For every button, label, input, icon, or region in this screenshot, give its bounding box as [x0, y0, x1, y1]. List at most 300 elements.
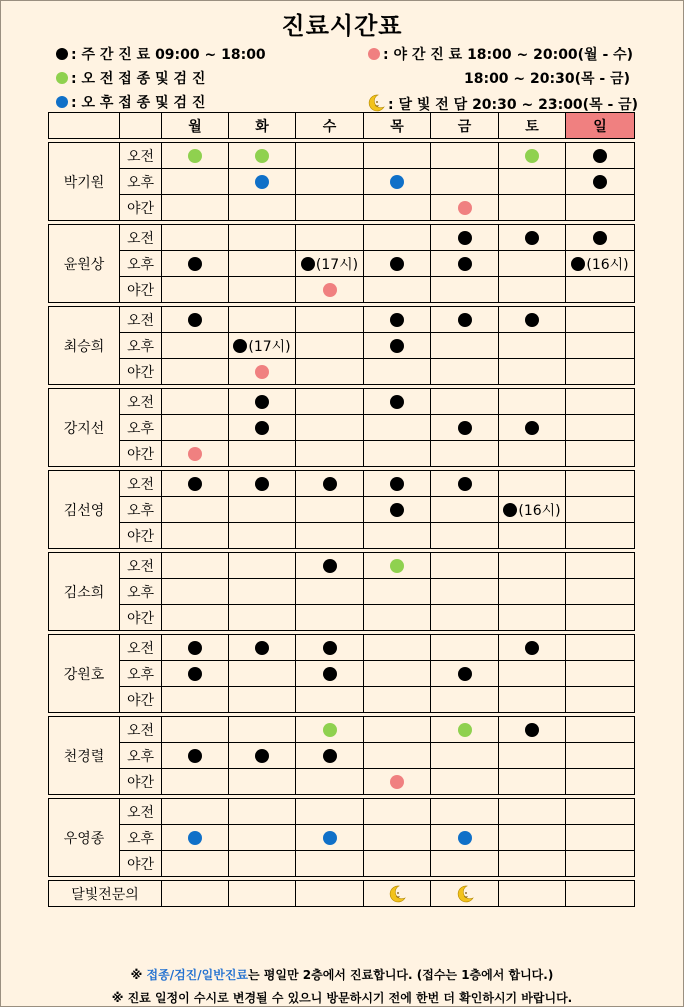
black-dot-icon [525, 641, 539, 655]
cell-thu-pm [364, 743, 431, 769]
black-dot-icon [571, 257, 585, 271]
cell-tue-night [229, 359, 296, 385]
cell-fri-am [431, 225, 499, 251]
cell-sun-pm [566, 579, 635, 605]
schedule-row [49, 359, 635, 385]
slot-label-am: 오전 [120, 717, 162, 743]
doctor-name: 박기원 [49, 143, 120, 221]
cell-thu-night [364, 359, 431, 385]
slot-label-pm: 오후 [120, 415, 162, 441]
cell-thu-am [364, 471, 431, 497]
schedule-row [49, 825, 635, 851]
blue-dot-icon [390, 175, 404, 189]
cell-thu-night [364, 277, 431, 303]
cell-sun-am [566, 635, 635, 661]
cell-sat-pm [499, 497, 566, 523]
cell-mon-am [162, 471, 229, 497]
cell-wed-am [296, 799, 364, 825]
schedule-row [49, 717, 635, 743]
cell-tue-am [229, 471, 296, 497]
cell-thu-am [364, 143, 431, 169]
moon-icon [387, 886, 407, 902]
cell-wed-pm [296, 743, 364, 769]
schedule-row [49, 553, 635, 579]
cell-sat-night [499, 195, 566, 221]
black-dot-icon [525, 421, 539, 435]
legend-am: : 오 전 접 종 및 검 진 [56, 70, 205, 88]
cell-thu-am [364, 307, 431, 333]
black-dot-icon [525, 313, 539, 327]
cell-sat-pm [499, 743, 566, 769]
day-header-fri: 금 [431, 113, 499, 139]
cell-tue-am [229, 389, 296, 415]
schedule-table [48, 112, 635, 907]
cell-sat-night [499, 523, 566, 549]
cell-fri-am [431, 471, 499, 497]
cell-sat-night [499, 441, 566, 467]
black-dot-icon [458, 667, 472, 681]
schedule-row [49, 277, 635, 303]
schedule-row [49, 605, 635, 631]
schedule-row [49, 389, 635, 415]
cell-wed-am [296, 553, 364, 579]
cell-sat-pm [499, 333, 566, 359]
cell-sun-night [566, 605, 635, 631]
schedule-row [49, 497, 635, 523]
black-dot-icon [233, 339, 247, 353]
cell-mon-am [162, 307, 229, 333]
cell-thu-am [364, 799, 431, 825]
black-dot-icon [255, 749, 269, 763]
cell-fri-night [431, 687, 499, 713]
cell-thu-night [364, 687, 431, 713]
cell-mon-pm [162, 415, 229, 441]
moon-cell-sat [499, 881, 566, 907]
black-dot-icon [188, 749, 202, 763]
cell-wed-pm [296, 579, 364, 605]
black-dot-icon [458, 257, 472, 271]
schedule-row [49, 687, 635, 713]
cell-fri-night [431, 605, 499, 631]
header-blank-slot [120, 113, 162, 139]
cell-sun-night [566, 687, 635, 713]
black-dot-icon [323, 667, 337, 681]
pink-dot-icon [368, 48, 380, 60]
cell-sat-am [499, 143, 566, 169]
cell-thu-night [364, 769, 431, 795]
cell-sun-am [566, 389, 635, 415]
cell-sun-night [566, 195, 635, 221]
cell-sun-am [566, 471, 635, 497]
black-dot-icon [255, 395, 269, 409]
legend-pm: : 오 후 접 종 및 검 진 [56, 94, 205, 112]
doctor-name: 김선영 [49, 471, 120, 549]
blue-dot-icon [255, 175, 269, 189]
cell-fri-pm [431, 579, 499, 605]
cell-fri-night [431, 523, 499, 549]
black-dot-icon [525, 723, 539, 737]
cell-sun-pm [566, 169, 635, 195]
time-note: (16시) [586, 256, 629, 273]
cell-sat-am [499, 307, 566, 333]
cell-sat-am [499, 635, 566, 661]
slot-label-am: 오전 [120, 389, 162, 415]
cell-fri-pm [431, 743, 499, 769]
doctor-name: 강지선 [49, 389, 120, 467]
cell-mon-am [162, 553, 229, 579]
slot-label-am: 오전 [120, 799, 162, 825]
slot-label-night: 야간 [120, 523, 162, 549]
cell-fri-pm [431, 661, 499, 687]
pink-dot-icon [390, 775, 404, 789]
green-dot-icon [390, 559, 404, 573]
cell-tue-am [229, 553, 296, 579]
slot-label-pm: 오후 [120, 333, 162, 359]
cell-sat-pm [499, 251, 566, 277]
schedule-row [49, 225, 635, 251]
slot-label-pm: 오후 [120, 661, 162, 687]
cell-tue-night [229, 769, 296, 795]
cell-tue-night [229, 195, 296, 221]
black-dot-icon [301, 257, 315, 271]
blue-dot-icon [56, 96, 68, 108]
cell-mon-am [162, 799, 229, 825]
cell-wed-pm [296, 333, 364, 359]
black-dot-icon [390, 339, 404, 353]
schedule-row [49, 523, 635, 549]
time-note: (17시) [248, 338, 291, 355]
cell-tue-night [229, 605, 296, 631]
cell-sat-am [499, 717, 566, 743]
cell-thu-pm [364, 579, 431, 605]
cell-mon-night [162, 851, 229, 877]
cell-sun-pm [566, 251, 635, 277]
doctor-name: 김소희 [49, 553, 120, 631]
moon-doctor-row [49, 881, 635, 907]
cell-wed-pm [296, 825, 364, 851]
pink-dot-icon [323, 283, 337, 297]
moon-cell-sun [566, 881, 635, 907]
day-header-thu: 목 [364, 113, 431, 139]
doctor-name: 강원호 [49, 635, 120, 713]
cell-sun-pm [566, 497, 635, 523]
black-dot-icon [458, 231, 472, 245]
cell-sun-night [566, 277, 635, 303]
black-dot-icon [390, 503, 404, 517]
cell-thu-am [364, 553, 431, 579]
cell-thu-pm [364, 661, 431, 687]
cell-thu-pm [364, 251, 431, 277]
moon-cell-mon [162, 881, 229, 907]
green-dot-icon [458, 723, 472, 737]
black-dot-icon [188, 257, 202, 271]
cell-sat-pm [499, 169, 566, 195]
day-header-row [49, 113, 635, 139]
cell-mon-night [162, 605, 229, 631]
cell-wed-am [296, 225, 364, 251]
schedule-row [49, 143, 635, 169]
black-dot-icon [323, 559, 337, 573]
cell-wed-pm [296, 661, 364, 687]
cell-sat-night [499, 359, 566, 385]
black-dot-icon [390, 395, 404, 409]
schedule-row [49, 415, 635, 441]
cell-thu-am [364, 389, 431, 415]
pink-dot-icon [188, 447, 202, 461]
slot-label-am: 오전 [120, 635, 162, 661]
schedule-row [49, 743, 635, 769]
cell-sun-am [566, 799, 635, 825]
slot-label-night: 야간 [120, 687, 162, 713]
blue-dot-icon [458, 831, 472, 845]
cell-tue-pm [229, 743, 296, 769]
cell-tue-am [229, 635, 296, 661]
day-header-tue: 화 [229, 113, 296, 139]
cell-tue-night [229, 277, 296, 303]
blue-dot-icon [188, 831, 202, 845]
schedule-row [49, 769, 635, 795]
cell-sun-pm [566, 743, 635, 769]
cell-fri-night [431, 277, 499, 303]
green-dot-icon [56, 72, 68, 84]
cell-thu-night [364, 851, 431, 877]
cell-sat-night [499, 605, 566, 631]
footer-note-2: ※ 진료 일정이 수시로 변경될 수 있으니 방문하시기 전에 한번 더 확인하시기 바랍니다. [111, 991, 573, 1005]
cell-tue-pm [229, 579, 296, 605]
page-title: 진료시간표 [281, 12, 403, 40]
cell-sat-am [499, 225, 566, 251]
cell-tue-am [229, 143, 296, 169]
black-dot-icon [458, 313, 472, 327]
cell-mon-pm [162, 825, 229, 851]
cell-fri-night [431, 195, 499, 221]
cell-tue-pm [229, 333, 296, 359]
black-dot-icon [593, 175, 607, 189]
cell-wed-night [296, 441, 364, 467]
cell-thu-pm [364, 825, 431, 851]
cell-wed-night [296, 687, 364, 713]
cell-sun-pm [566, 825, 635, 851]
cell-sun-pm [566, 661, 635, 687]
cell-mon-am [162, 143, 229, 169]
black-dot-icon [188, 641, 202, 655]
cell-tue-night [229, 851, 296, 877]
doctor-name: 우영종 [49, 799, 120, 877]
legend-day: : 주 간 진 료 09:00 ~ 18:00 [56, 46, 266, 64]
black-dot-icon [323, 749, 337, 763]
cell-mon-night [162, 687, 229, 713]
moon-cell-wed [296, 881, 364, 907]
cell-sat-am [499, 553, 566, 579]
cell-mon-pm [162, 251, 229, 277]
cell-fri-am [431, 143, 499, 169]
pink-dot-icon [255, 365, 269, 379]
schedule-row [49, 195, 635, 221]
cell-tue-pm [229, 251, 296, 277]
black-dot-icon [255, 421, 269, 435]
cell-sun-pm [566, 415, 635, 441]
cell-tue-am [229, 799, 296, 825]
cell-sun-am [566, 307, 635, 333]
cell-wed-night [296, 359, 364, 385]
cell-sun-night [566, 441, 635, 467]
slot-label-night: 야간 [120, 605, 162, 631]
cell-sun-night [566, 851, 635, 877]
cell-mon-am [162, 389, 229, 415]
cell-fri-am [431, 389, 499, 415]
cell-tue-am [229, 307, 296, 333]
legend-night: : 야 간 진 료 18:00 ~ 20:00(월 - 수) [368, 46, 633, 64]
cell-fri-am [431, 307, 499, 333]
cell-wed-am [296, 471, 364, 497]
cell-fri-am [431, 717, 499, 743]
cell-fri-am [431, 799, 499, 825]
cell-thu-pm [364, 169, 431, 195]
black-dot-icon [390, 257, 404, 271]
cell-sun-am [566, 717, 635, 743]
cell-mon-night [162, 523, 229, 549]
cell-wed-pm [296, 415, 364, 441]
doctor-name: 윤원상 [49, 225, 120, 303]
cell-sun-night [566, 769, 635, 795]
day-header-mon: 월 [162, 113, 229, 139]
slot-label-am: 오전 [120, 553, 162, 579]
schedule-row [49, 169, 635, 195]
cell-thu-night [364, 441, 431, 467]
cell-tue-pm [229, 825, 296, 851]
blue-dot-icon [323, 831, 337, 845]
cell-mon-pm [162, 579, 229, 605]
black-dot-icon [255, 477, 269, 491]
cell-mon-pm [162, 661, 229, 687]
black-dot-icon [188, 477, 202, 491]
time-note: (16시) [518, 502, 561, 519]
cell-fri-pm [431, 333, 499, 359]
cell-fri-am [431, 553, 499, 579]
header-blank [49, 113, 120, 139]
slot-label-pm: 오후 [120, 251, 162, 277]
moon-cell-fri [431, 881, 499, 907]
cell-tue-night [229, 687, 296, 713]
cell-wed-pm [296, 251, 364, 277]
cell-fri-night [431, 769, 499, 795]
schedule-row [49, 799, 635, 825]
cell-thu-night [364, 523, 431, 549]
cell-fri-night [431, 851, 499, 877]
cell-sun-am [566, 553, 635, 579]
slot-label-night: 야간 [120, 851, 162, 877]
day-header-sat: 토 [499, 113, 566, 139]
schedule-row [49, 471, 635, 497]
cell-mon-am [162, 635, 229, 661]
cell-wed-night [296, 851, 364, 877]
black-dot-icon [188, 667, 202, 681]
day-header-sun: 일 [566, 113, 635, 139]
cell-sun-night [566, 359, 635, 385]
cell-wed-am [296, 143, 364, 169]
cell-thu-am [364, 717, 431, 743]
cell-thu-pm [364, 415, 431, 441]
cell-fri-pm [431, 497, 499, 523]
cell-mon-night [162, 195, 229, 221]
slot-label-pm: 오후 [120, 169, 162, 195]
cell-sat-pm [499, 661, 566, 687]
cell-wed-am [296, 717, 364, 743]
moon-cell-tue [229, 881, 296, 907]
moon-icon [455, 886, 475, 902]
cell-sat-am [499, 389, 566, 415]
cell-wed-night [296, 769, 364, 795]
cell-wed-am [296, 389, 364, 415]
cell-thu-night [364, 195, 431, 221]
cell-sat-pm [499, 825, 566, 851]
cell-sat-am [499, 799, 566, 825]
schedule-row [49, 579, 635, 605]
cell-thu-am [364, 635, 431, 661]
black-dot-icon [323, 641, 337, 655]
cell-sat-night [499, 769, 566, 795]
schedule-row [49, 307, 635, 333]
cell-tue-am [229, 225, 296, 251]
time-note: (17시) [315, 256, 359, 273]
black-dot-icon [458, 421, 472, 435]
black-dot-icon [390, 313, 404, 327]
black-dot-icon [525, 231, 539, 245]
schedule-row [49, 333, 635, 359]
legend-night2: 18:00 ~ 20:30(목 - 금) [463, 71, 630, 87]
doctor-name: 최승희 [49, 307, 120, 385]
cell-fri-pm [431, 251, 499, 277]
black-dot-icon [593, 149, 607, 163]
cell-sat-night [499, 277, 566, 303]
green-dot-icon [188, 149, 202, 163]
cell-tue-am [229, 717, 296, 743]
cell-mon-am [162, 225, 229, 251]
black-dot-icon [56, 48, 68, 60]
cell-sat-night [499, 687, 566, 713]
green-dot-icon [323, 723, 337, 737]
cell-tue-night [229, 441, 296, 467]
cell-sun-am [566, 225, 635, 251]
cell-sat-am [499, 471, 566, 497]
cell-sun-pm [566, 333, 635, 359]
slot-label-pm: 오후 [120, 579, 162, 605]
cell-wed-night [296, 605, 364, 631]
slot-label-night: 야간 [120, 769, 162, 795]
cell-thu-night [364, 605, 431, 631]
cell-wed-am [296, 635, 364, 661]
doctor-name: 천경렬 [49, 717, 120, 795]
cell-mon-pm [162, 497, 229, 523]
slot-label-am: 오전 [120, 471, 162, 497]
cell-tue-pm [229, 415, 296, 441]
day-header-wed: 수 [296, 113, 364, 139]
slot-label-am: 오전 [120, 225, 162, 251]
black-dot-icon [188, 313, 202, 327]
cell-fri-pm [431, 825, 499, 851]
cell-wed-night [296, 277, 364, 303]
schedule-row [49, 635, 635, 661]
pink-dot-icon [458, 201, 472, 215]
cell-mon-night [162, 769, 229, 795]
cell-mon-am [162, 717, 229, 743]
black-dot-icon [390, 477, 404, 491]
cell-tue-night [229, 523, 296, 549]
cell-mon-night [162, 359, 229, 385]
cell-thu-pm [364, 497, 431, 523]
green-dot-icon [525, 149, 539, 163]
cell-tue-pm [229, 661, 296, 687]
